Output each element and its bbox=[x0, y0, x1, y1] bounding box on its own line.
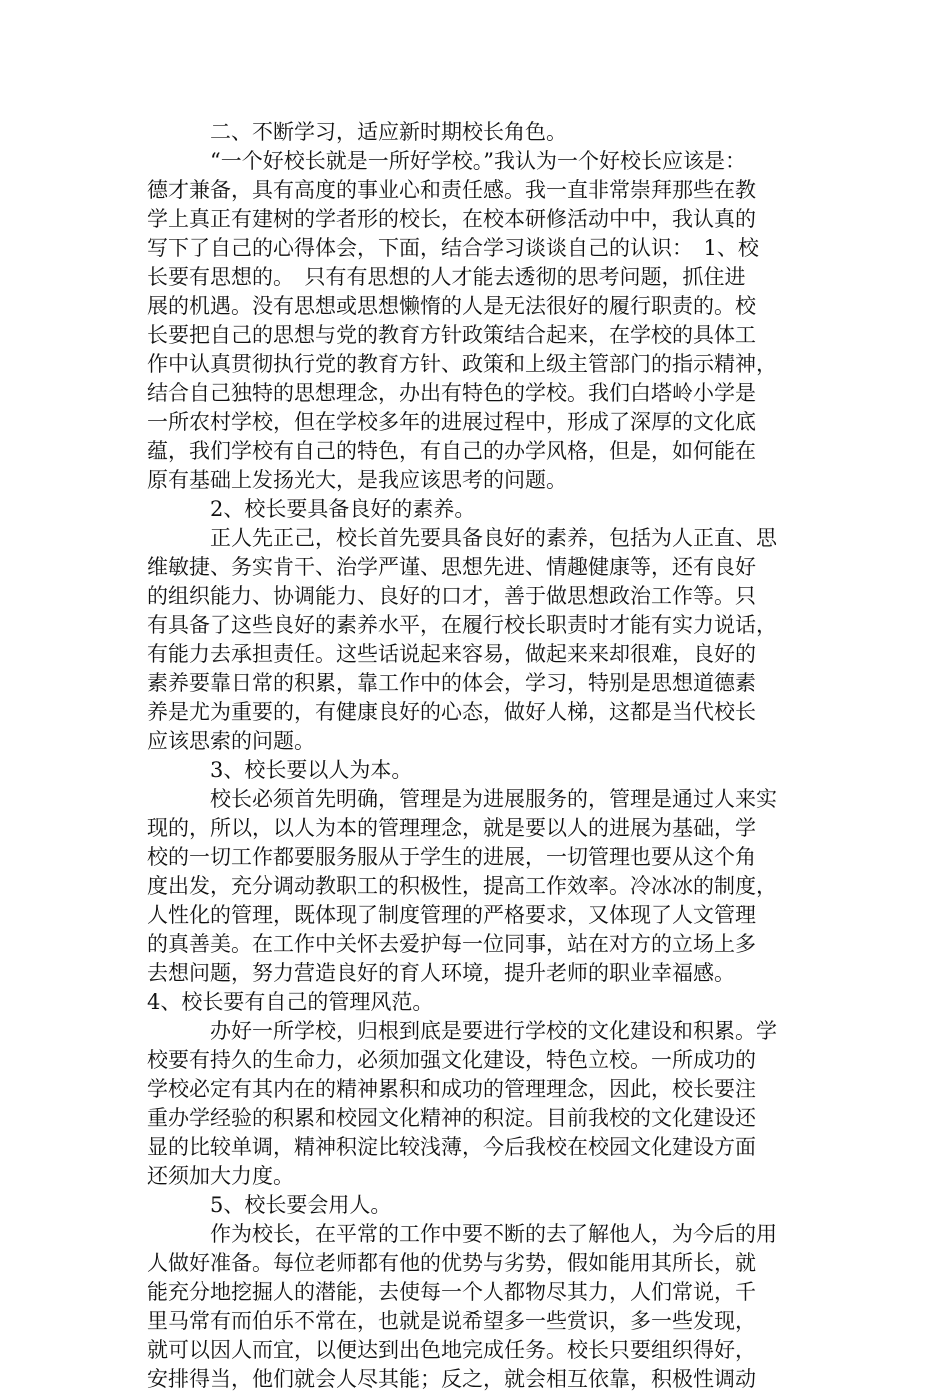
text-line: 人做好准备。每位老师都有他的优势与劣势，假如能用其所长，就 bbox=[147, 1251, 756, 1275]
text-line: 里马常有而伯乐不常在，也就是说希望多一些赏识，多一些发现， bbox=[147, 1309, 756, 1333]
text-line: 5、校长要会用人。 bbox=[147, 1193, 392, 1217]
text-line: 展的机遇。没有思想或思想懒惰的人是无法很好的履行职责的。校 bbox=[147, 294, 756, 318]
text-line: 一所农村学校，但在学校多年的进展过程中，形成了深厚的文化底 bbox=[147, 410, 756, 434]
text-line: 3、校长要以人为本。 bbox=[147, 758, 413, 782]
text-line: 有能力去承担责任。这些话说起来容易，做起来来却很难，良好的 bbox=[147, 642, 756, 666]
text-line: 还须加大力度。 bbox=[147, 1164, 294, 1188]
text-line: 作为校长，在平常的工作中要不断的去了解他人，为今后的用 bbox=[147, 1222, 777, 1246]
text-line: 二、不断学习，适应新时期校长角色。 bbox=[147, 120, 567, 144]
text-line: 度出发，充分调动教职工的积极性，提高工作效率。冷冰冰的制度， bbox=[147, 874, 777, 898]
text-line: 就可以因人而宜，以便达到出色地完成任务。校长只要组织得好， bbox=[147, 1338, 756, 1362]
text-line: 人性化的管理，既体现了制度管理的严格要求，又体现了人文管理 bbox=[147, 903, 756, 927]
text-line: 能充分地挖掘人的潜能，去使每一个人都物尽其力，人们常说，千 bbox=[147, 1280, 756, 1304]
text-line: 作中认真贯彻执行党的教育方针、政策和上级主管部门的指示精神， bbox=[147, 352, 777, 376]
text-line: 正人先正己，校长首先要具备良好的素养，包括为人正直、思 bbox=[147, 526, 777, 550]
text-line: 原有基础上发扬光大，是我应该思考的问题。 bbox=[147, 468, 567, 492]
text-line: 有具备了这些良好的素养水平，在履行校长职责时才能有实力说话， bbox=[147, 613, 777, 637]
text-line: “一个好校长就是一所好学校。”我认为一个好校长应该是： bbox=[147, 149, 746, 173]
text-line: 应该思索的问题。 bbox=[147, 729, 315, 753]
text-line: 写下了自己的心得体会，下面，结合学习谈谈自己的认识： 1、校 bbox=[147, 236, 759, 260]
text-line: 长要有思想的。 只有有思想的人才能去透彻的思考问题，抓住进 bbox=[147, 265, 746, 289]
text-line: 重办学经验的积累和校园文化精神的积淀。目前我校的文化建设还 bbox=[147, 1106, 756, 1130]
text-line: 现的，所以，以人为本的管理理念，就是要以人的进展为基础，学 bbox=[147, 816, 756, 840]
text-line: 校要有持久的生命力，必须加强文化建设，特色立校。一所成功的 bbox=[147, 1048, 756, 1072]
text-line: 长要把自己的思想与党的教育方针政策结合起来，在学校的具体工 bbox=[147, 323, 756, 347]
text-line: 安排得当，他们就会人尽其能；反之，就会相互依靠，积极性调动 bbox=[147, 1367, 756, 1391]
text-line: 2、校长要具备良好的素养。 bbox=[147, 497, 476, 521]
text-line: 显的比较单调，精神积淀比较浅薄，今后我校在校园文化建设方面 bbox=[147, 1135, 756, 1159]
text-line: 校长必须首先明确，管理是为进展服务的，管理是通过人来实 bbox=[147, 787, 777, 811]
text-line: 的组织能力、协调能力、良好的口才，善于做思想政治工作等。只 bbox=[147, 584, 756, 608]
text-line: 4、校长要有自己的管理风范。 bbox=[147, 990, 434, 1014]
text-line: 养是尤为重要的，有健康良好的心态，做好人梯，这都是当代校长 bbox=[147, 700, 756, 724]
text-line: 维敏捷、务实肯干、治学严谨、思想先进、情趣健康等，还有良好 bbox=[147, 555, 756, 579]
text-line: 去想问题，努力营造良好的育人环境，提升老师的职业幸福感。 bbox=[147, 961, 735, 985]
text-line: 学上真正有建树的学者形的校长，在校本研修活动中中，我认真的 bbox=[147, 207, 756, 231]
text-line: 结合自己独特的思想理念，办出有特色的学校。我们白塔岭小学是 bbox=[147, 381, 756, 405]
text-line: 德才兼备，具有高度的事业心和责任感。我一直非常崇拜那些在教 bbox=[147, 178, 756, 202]
document-body bbox=[147, 118, 807, 1394]
text-line: 办好一所学校，归根到底是要进行学校的文化建设和积累。学 bbox=[147, 1019, 777, 1043]
text-line: 学校必定有其内在的精神累积和成功的管理理念，因此，校长要注 bbox=[147, 1077, 756, 1101]
text-line: 素养要靠日常的积累，靠工作中的体会，学习，特别是思想道德素 bbox=[147, 671, 756, 695]
text-line: 校的一切工作都要服务服从于学生的进展，一切管理也要从这个角 bbox=[147, 845, 756, 869]
text-line: 蕴，我们学校有自己的特色，有自己的办学风格，但是，如何能在 bbox=[147, 439, 756, 463]
text-line: 的真善美。在工作中关怀去爱护每一位同事，站在对方的立场上多 bbox=[147, 932, 756, 956]
